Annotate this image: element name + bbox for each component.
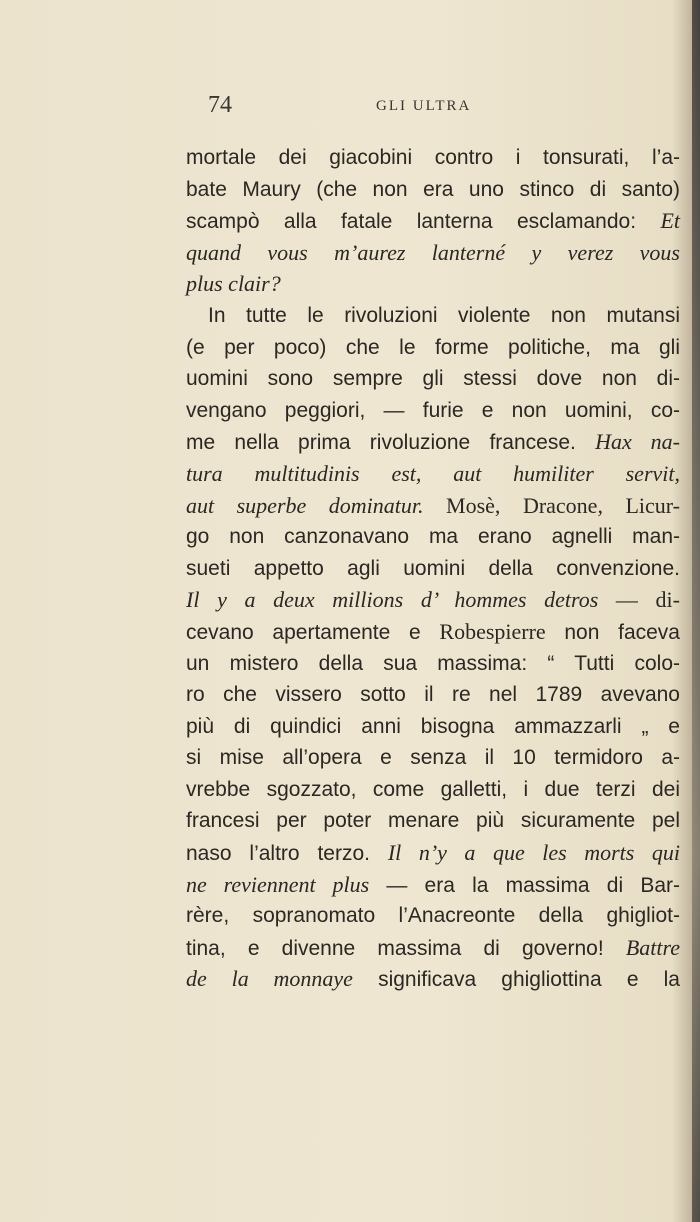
text-line bbox=[186, 963, 680, 995]
text-line bbox=[186, 268, 680, 300]
text-line bbox=[186, 237, 680, 269]
text-run: ro che vissero sotto il re nel 1789 avevano bbox=[186, 683, 680, 707]
text-line bbox=[186, 174, 680, 206]
text-run: si mise all’opera e senza il 10 termidoro a- bbox=[186, 746, 680, 770]
text-run: un mistero della sua massima: “ Tutti colo- bbox=[186, 651, 680, 675]
text-line bbox=[186, 711, 680, 743]
text-run: sueti appetto agli uomini della convenzione. bbox=[186, 556, 680, 580]
running-title: GLI ULTRA bbox=[376, 98, 472, 114]
text-run: vrebbe sgozzato, come galletti, i due terzi dei bbox=[186, 777, 680, 801]
text-line bbox=[186, 426, 680, 458]
text-line bbox=[186, 805, 680, 837]
text-run: vengano peggiori, — furie e non uomini, co- bbox=[186, 398, 680, 422]
text-run: (e per poco) che le forme politiche, ma gli bbox=[186, 335, 680, 359]
text-run: rère, sopranomato l’Anacreonte della ghigliot- bbox=[186, 904, 680, 928]
text-run: francesi per poter menare più sicuramente pel bbox=[186, 809, 680, 833]
italic-text: quand vous m’aurez lanterné y verez vous bbox=[186, 239, 680, 265]
text-line bbox=[186, 869, 680, 901]
text-run: scampò alla fatale lanterna esclamando: bbox=[186, 210, 661, 234]
text-line bbox=[186, 584, 680, 616]
text-line bbox=[186, 679, 680, 711]
text-run: Robespierre bbox=[439, 618, 546, 644]
italic-text: Il y a deux millions d’ hommes detros bbox=[186, 587, 599, 613]
italic-text: de la monnaye bbox=[186, 966, 353, 992]
text-run: go non canzonavano ma erano agnelli man- bbox=[186, 525, 680, 549]
text-run: cevano apertamente e bbox=[186, 620, 440, 644]
italic-text: Hax na- bbox=[595, 429, 680, 455]
text-line bbox=[186, 648, 680, 680]
text-line bbox=[186, 553, 680, 585]
page-header bbox=[186, 92, 680, 122]
text-run: bate Maury (che non era uno stinco di santo) bbox=[186, 177, 680, 201]
italic-text: ne reviennent plus bbox=[186, 871, 370, 897]
text-run: naso l’altro terzo. bbox=[186, 842, 388, 866]
italic-text: tura multitudinis est, aut humiliter servit, bbox=[186, 460, 680, 486]
text-run: più di quindici anni bisogna ammazzarli „ e bbox=[186, 714, 680, 738]
text-run: me nella prima rivoluzione francese. bbox=[186, 431, 596, 455]
text-line bbox=[186, 490, 680, 522]
page-edge-shadow bbox=[692, 0, 700, 1222]
italic-text: Et bbox=[660, 208, 680, 234]
text-run: tina, e divenne massima di governo! bbox=[186, 936, 626, 960]
text-run: In tutte le rivoluzioni violente non mutansi bbox=[208, 303, 680, 327]
body-text bbox=[186, 142, 680, 995]
text-line bbox=[186, 616, 680, 648]
page-number: 74 bbox=[208, 92, 232, 118]
text-line bbox=[186, 395, 680, 427]
text-line bbox=[186, 932, 680, 964]
text-line bbox=[186, 742, 680, 774]
text-run: non faceva bbox=[545, 620, 680, 644]
text-run: — era la massima di Bar- bbox=[369, 873, 680, 897]
text-run: significava ghigliottina e la bbox=[352, 968, 680, 992]
text-line bbox=[186, 774, 680, 806]
text-line bbox=[186, 332, 680, 364]
text-line bbox=[186, 363, 680, 395]
text-run: uomini sono sempre gli stessi dove non di- bbox=[186, 367, 680, 391]
italic-text: plus clair? bbox=[186, 271, 281, 297]
text-line bbox=[186, 142, 680, 174]
text-line bbox=[186, 837, 680, 869]
text-line bbox=[186, 521, 680, 553]
text-line bbox=[186, 900, 680, 932]
italic-text: Il n’y a que les morts qui bbox=[387, 840, 680, 866]
text-run: Mosè, Dracone, Licur- bbox=[423, 492, 680, 518]
text-run: — di- bbox=[598, 587, 680, 613]
text-line bbox=[186, 205, 680, 237]
text-line bbox=[186, 458, 680, 490]
text-run: mortale dei giacobini contro i tonsurati, l’a- bbox=[186, 146, 680, 169]
text-line bbox=[186, 300, 680, 332]
italic-text: aut superbe dominatur. bbox=[186, 492, 424, 518]
italic-text: Battre bbox=[625, 934, 680, 960]
